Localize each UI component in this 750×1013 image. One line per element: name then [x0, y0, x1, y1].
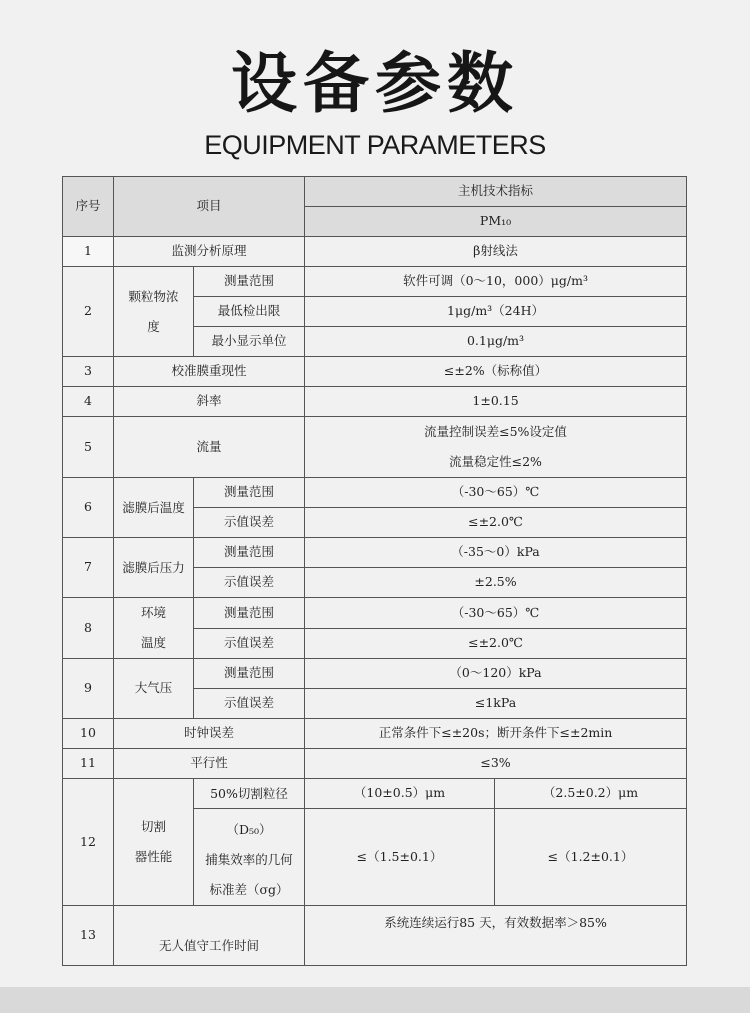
- row-value: ≤±2.0℃: [305, 508, 687, 538]
- table-row: [63, 237, 687, 267]
- parameters-table: [62, 176, 687, 966]
- row-sub-label: 最小显示单位: [194, 327, 305, 357]
- row-sub-label: 示值误差: [194, 568, 305, 598]
- row-value: ±2.5%: [305, 568, 687, 598]
- row-group: [114, 478, 194, 538]
- table-row: [63, 387, 687, 417]
- row-group-line: 切割: [140, 819, 166, 834]
- row-value: 软件可调（0～10，000）μg/m³: [305, 267, 687, 297]
- row-value: ≤（1.2±0.1）: [495, 809, 687, 906]
- row-item: 平行性: [114, 749, 305, 779]
- row-group-label: 滤膜后温度: [122, 499, 185, 515]
- row-value: （2.5±0.2）μm: [495, 779, 687, 809]
- row-no: 12: [63, 779, 114, 906]
- row-value: ≤±2%（标称值）: [305, 357, 687, 387]
- row-no: 9: [63, 659, 114, 719]
- row-value: 1±0.15: [305, 387, 687, 417]
- row-sub-label: 测量范围: [194, 478, 305, 508]
- row-group: [114, 538, 194, 598]
- row-value: 正常条件下≤±20s；断开条件下≤±2min: [305, 719, 687, 749]
- row-no: 13: [63, 906, 114, 966]
- row-item: [114, 906, 305, 966]
- row-no: 8: [63, 598, 114, 659]
- row-group-line: 器性能: [134, 849, 173, 864]
- table-row: [63, 598, 687, 629]
- row-value: ≤1kPa: [305, 689, 687, 719]
- row-sub-label: 测量范围: [194, 267, 305, 297]
- row-value: ≤±2.0℃: [305, 628, 687, 659]
- row-no: 10: [63, 719, 114, 749]
- table-row: [63, 357, 687, 387]
- table-row: [63, 267, 687, 297]
- row-value: （-30～65）℃: [305, 598, 687, 629]
- header-item: 项目: [114, 177, 305, 237]
- row-group-label: 滤膜后压力: [122, 559, 185, 575]
- row-no: 5: [63, 417, 114, 478]
- row-value: ≤（1.5±0.1）: [305, 809, 495, 906]
- row-group-line: 温度: [140, 635, 166, 650]
- row-no: 7: [63, 538, 114, 598]
- table-row: [63, 478, 687, 508]
- table-row: [63, 538, 687, 568]
- row-value-line: 流量控制误差≤5%设定值: [424, 424, 567, 439]
- row-no: 6: [63, 478, 114, 538]
- row-value-line: 流量稳定性≤2%: [449, 454, 542, 469]
- table-row: [63, 749, 687, 779]
- header-no: 序号: [63, 177, 114, 237]
- row-sub-label-line: （D₅₀）: [226, 822, 272, 837]
- row-item: 监测分析原理: [114, 237, 305, 267]
- row-no: 11: [63, 749, 114, 779]
- row-value: （-35～0）kPa: [305, 538, 687, 568]
- row-group: [114, 267, 194, 357]
- row-item: 时钟误差: [114, 719, 305, 749]
- row-group: [114, 598, 194, 659]
- header-model: PM₁₀: [305, 207, 687, 237]
- table-header-row: [63, 177, 687, 207]
- row-sub-label: [194, 809, 305, 906]
- row-sub-label: 示值误差: [194, 628, 305, 659]
- row-sub-label: [194, 779, 305, 809]
- row-value: ≤3%: [305, 749, 687, 779]
- row-sub-label: 测量范围: [194, 598, 305, 629]
- row-value: 1μg/m³（24H）: [305, 297, 687, 327]
- row-value: [305, 417, 687, 478]
- row-value: [305, 906, 687, 966]
- row-no: 2: [63, 267, 114, 357]
- row-group: [114, 779, 194, 906]
- row-item: 校准膜重现性: [114, 357, 305, 387]
- row-sub-label: 示值误差: [194, 689, 305, 719]
- row-group-line: 环境: [140, 605, 166, 620]
- row-item-label: 无人值守工作时间: [159, 937, 260, 953]
- bottom-band: [0, 987, 750, 1013]
- table-row: [63, 659, 687, 689]
- header-spec: 主机技术指标: [305, 177, 687, 207]
- row-value: 0.1μg/m³: [305, 327, 687, 357]
- row-value: （0～120）kPa: [305, 659, 687, 689]
- row-sub-label: 测量范围: [194, 538, 305, 568]
- row-group: 大气压: [114, 659, 194, 719]
- row-sub-label-line: 捕集效率的几何: [205, 852, 293, 867]
- row-sub-label-line: 50%切割粒径: [210, 785, 288, 801]
- row-group-label: 颗粒物浓度: [128, 288, 179, 334]
- row-sub-label: 最低检出限: [194, 297, 305, 327]
- row-value: （10±0.5）μm: [305, 779, 495, 809]
- row-value-label: 系统连续运行85 天，有效数据率＞85%: [384, 915, 607, 930]
- page-subtitle: EQUIPMENT PARAMETERS: [204, 130, 546, 160]
- row-no: 3: [63, 357, 114, 387]
- row-value: （-30～65）℃: [305, 478, 687, 508]
- row-sub-label: 示值误差: [194, 508, 305, 538]
- table-row: [63, 779, 687, 809]
- page-title: 设备参数: [231, 45, 519, 122]
- table-row: [63, 417, 687, 478]
- row-sub-label: 测量范围: [194, 659, 305, 689]
- row-value: β射线法: [305, 237, 687, 267]
- row-no: 1: [63, 237, 114, 267]
- row-item: 流量: [114, 417, 305, 478]
- row-no: 4: [63, 387, 114, 417]
- row-sub-label-line: 标准差（σg）: [209, 882, 289, 897]
- row-item: 斜率: [114, 387, 305, 417]
- table-row: [63, 719, 687, 749]
- table-row: [63, 906, 687, 966]
